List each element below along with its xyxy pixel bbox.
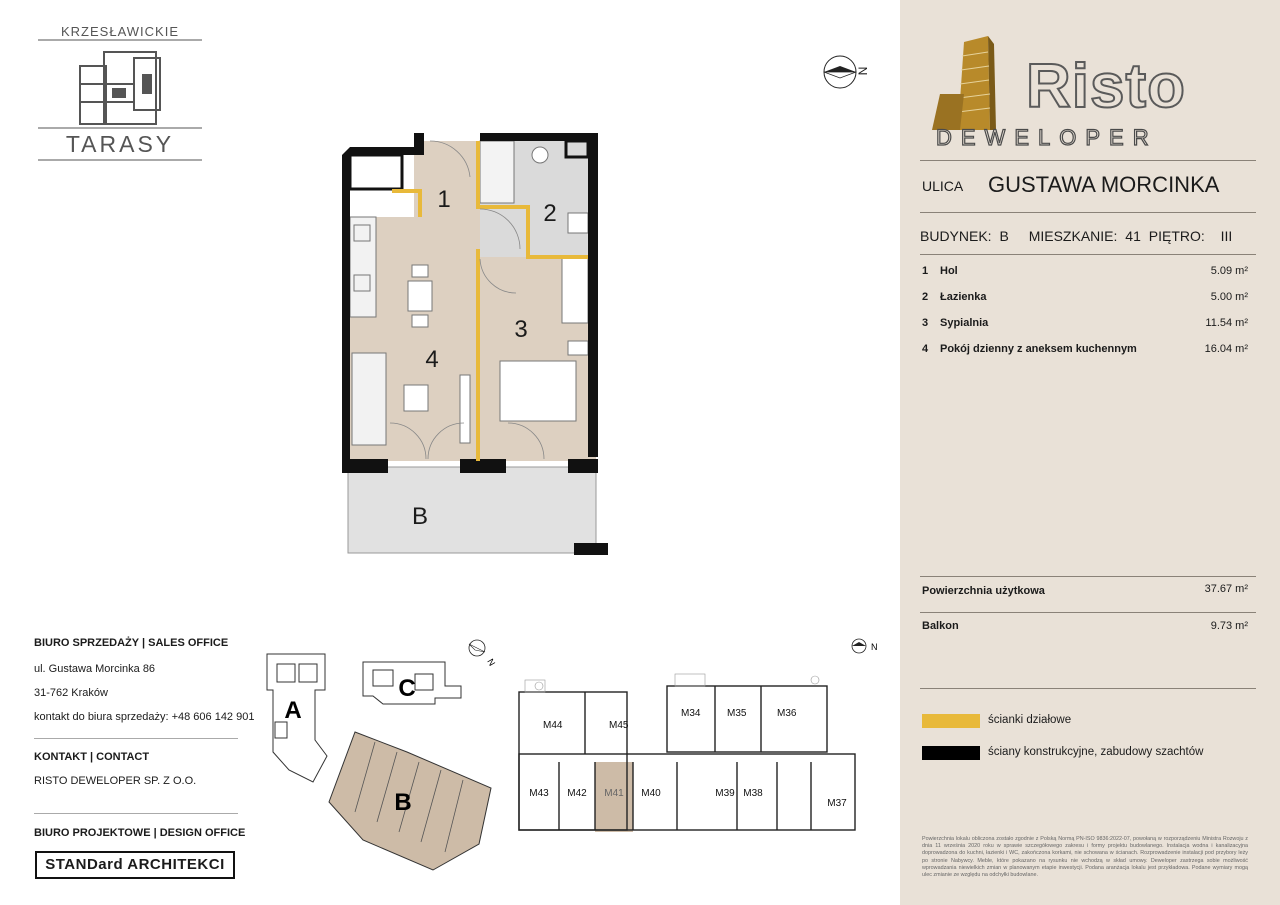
developer-logo (928, 32, 1248, 156)
room-number: 2 (922, 291, 929, 303)
legend-swatch-partition (922, 714, 980, 728)
unit-label: M44 (543, 720, 563, 731)
room-name: Pokój dzienny z aneksem kuchennym (940, 343, 1137, 355)
street-name: GUSTAWA MORCINKA (988, 172, 1220, 197)
balcony-area-value: 9.73 m² (1210, 620, 1248, 632)
legend-swatch-structural (922, 746, 980, 760)
floor-plan-drawing (330, 125, 620, 565)
floor-label: PIĘTRO: (1148, 228, 1205, 244)
room-row (922, 317, 1248, 333)
developer-name: Risto (1026, 52, 1186, 121)
floor-key-plan (515, 636, 887, 836)
room-row (922, 291, 1248, 307)
unit-label-highlighted: M41 (604, 788, 624, 799)
room-label-2: 2 (543, 200, 557, 227)
divider (920, 688, 1256, 689)
room-name: Łazienka (940, 291, 987, 303)
room-row (922, 265, 1248, 281)
apartment-value: 41 (1125, 228, 1141, 244)
unit-label: M38 (743, 788, 763, 799)
room-name: Sypialnia (940, 317, 989, 329)
balcony-area-label: Balkon (922, 620, 959, 632)
room-number: 4 (922, 343, 929, 355)
compass (822, 52, 882, 92)
street-label: ULICA (922, 178, 964, 194)
building-c-label: C (398, 675, 416, 702)
contact-company: RISTO DEWELOPER SP. Z O.O. (34, 775, 197, 787)
divider (34, 813, 238, 814)
building-label: BUDYNEK: (920, 228, 992, 244)
contact-title: KONTAKT | CONTACT (34, 751, 150, 763)
unit-info (920, 228, 1260, 246)
building-b-label: B (394, 789, 412, 816)
legend-label: ściany konstrukcyjne, zabudowy szachtów (988, 746, 1204, 758)
usable-area-label: Powierzchnia użytkowa (922, 585, 1045, 597)
divider (920, 212, 1256, 213)
room-label-1: 1 (437, 186, 451, 213)
unit-label: M39 (715, 788, 735, 799)
developer-sub: DEWELOPER (936, 125, 1158, 150)
room-label-3: 3 (514, 316, 528, 343)
unit-label: M42 (567, 788, 587, 799)
room-area: 5.00 m² (1210, 291, 1248, 303)
sales-office-city: 31-762 Kraków (34, 687, 108, 699)
apartment-label: MIESZKANIE: (1028, 228, 1118, 244)
sales-office-title: BIURO SPRZEDAŻY | SALES OFFICE (34, 637, 229, 649)
unit-label: M43 (529, 788, 549, 799)
unit-label: M35 (727, 708, 747, 719)
site-plan (255, 630, 505, 880)
divider (920, 576, 1256, 577)
building-value: B (999, 228, 1009, 244)
room-area: 5.09 m² (1210, 265, 1248, 277)
sales-office-street: ul. Gustawa Morcinka 86 (34, 663, 156, 675)
balcony-label: B (411, 503, 429, 530)
project-name-bottom: TARASY (65, 131, 175, 157)
unit-label: M37 (827, 798, 847, 809)
divider (920, 160, 1256, 161)
design-office-logo-text: STANDard ARCHITEKCI (45, 856, 225, 873)
key-plan-compass-north: N (871, 642, 878, 652)
unit-label: M40 (641, 788, 661, 799)
floor-value: III (1220, 228, 1233, 244)
building-a-label: A (284, 697, 302, 724)
unit-label: M45 (609, 720, 629, 731)
site-compass-north: N (485, 657, 498, 668)
divider (34, 738, 238, 739)
divider (920, 254, 1256, 255)
divider (920, 612, 1256, 613)
usable-area-value: 37.67 m² (1204, 583, 1248, 595)
disclaimer: Powierzchnia lokalu obliczona zostało zgodnie z Polską Normą PN-ISO 9836:2022-07, powołaną w rozporządzeniu Ministra Rozwoju z dnia 11 września 2020 roku w sprawie szczegółowego zakresu i formy projektu budowlanego. Instalacja wodna i kanalizacyjna doprowadzona do kuchni, łazienki i WC, zakończona korkami, nie schowana w ścianach. Rozprowadzenie instalacji pod przybory leży po stronie Nabywcy. Meble, które pokazano na rysunku nie wchodzą w skład umowy. Deweloper zastrzega sobie możliwość wprowadzania niewielkich zmian w planowanym etapie inwestycji. Podana aranżacja lokalu jest przykładowa. Podane wymiary mogą ulec zmianie ze względu na odchyłki budowlane. (922, 836, 1248, 879)
compass-north-label: N (855, 66, 870, 76)
room-name: Hol (940, 265, 958, 277)
site-compass-icon (469, 640, 485, 656)
key-plan-compass-icon (852, 639, 866, 653)
design-office-logo (35, 851, 235, 879)
room-number: 3 (922, 317, 929, 329)
room-area: 11.54 m² (1205, 317, 1248, 329)
room-area: 16.04 m² (1204, 343, 1248, 355)
site-plan-drawing (255, 630, 505, 880)
unit-label: M34 (681, 708, 701, 719)
project-logo (38, 22, 202, 162)
floor-plan (330, 125, 620, 565)
sales-office-phone: kontakt do biura sprzedaży: +48 606 142 901 (34, 711, 255, 723)
room-label-4: 4 (425, 346, 439, 373)
unit-label: M36 (777, 708, 797, 719)
room-number: 1 (922, 265, 929, 277)
legend-label: ścianki działowe (988, 714, 1072, 726)
room-row (922, 343, 1248, 359)
floor-key-plan-drawing (515, 636, 887, 836)
project-name-top: KRZESŁAWICKIE (61, 24, 179, 39)
design-office-title: BIURO PROJEKTOWE | DESIGN OFFICE (34, 827, 246, 839)
